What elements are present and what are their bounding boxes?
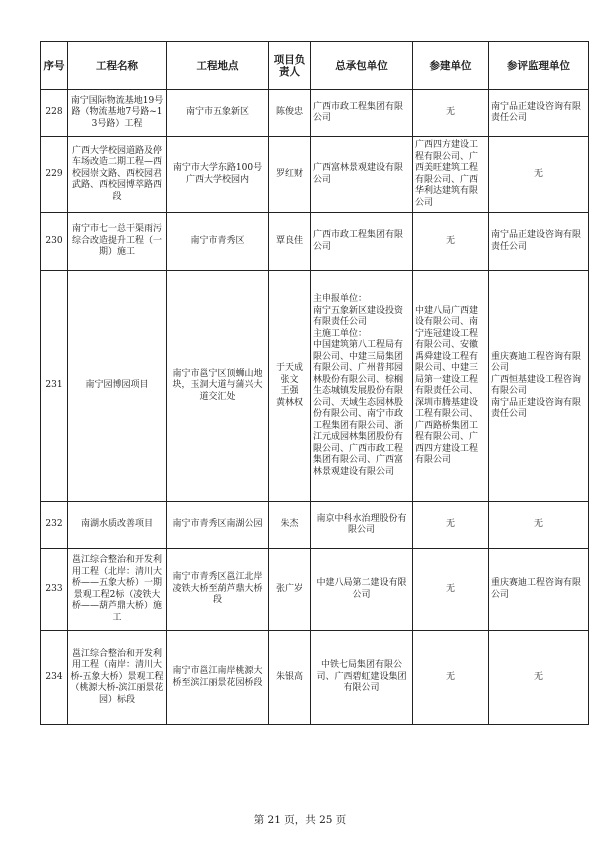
cell-participants: 无 xyxy=(413,549,489,631)
cell-location: 南宁市邕江南岸桃源大桥至滨江丽景花园桥段 xyxy=(167,631,269,725)
cell-contractor: 中建八局第二建设有限公司 xyxy=(311,549,413,631)
cell-no: 232 xyxy=(41,502,68,549)
cell-supervisor: 重庆赛迪工程咨询有限公司 广西恒基建设工程咨询有限公司 南宁品正建设咨询有限责任公司 xyxy=(489,271,589,502)
header-location: 工程地点 xyxy=(167,42,269,90)
cell-supervisor: 南宁品正建设咨询有限责任公司 xyxy=(489,213,589,271)
cell-manager: 罗红财 xyxy=(269,137,311,213)
cell-manager: 张广岁 xyxy=(269,549,311,631)
header-no: 序号 xyxy=(41,42,68,90)
cell-contractor: 广西富林景观建设有限公司 xyxy=(311,137,413,213)
table-row xyxy=(41,90,589,137)
cell-contractor: 南京中科水治理股份有限公司 xyxy=(311,502,413,549)
cell-supervisor: 南宁品正建设咨询有限责任公司 xyxy=(489,90,589,137)
cell-contractor: 中铁七局集团有限公司、广西碧虹建设集团有限公司 xyxy=(311,631,413,725)
table-row xyxy=(41,271,589,502)
cell-manager: 覃良佳 xyxy=(269,213,311,271)
cell-supervisor: 无 xyxy=(489,502,589,549)
cell-name: 南湖水质改善项目 xyxy=(68,502,167,549)
cell-name: 广西大学校园道路及停车场改造二期工程—西校园崇文路、西校园君武路、西校园博萃路西段 xyxy=(68,137,167,213)
cell-location: 南宁市青秀区 xyxy=(167,213,269,271)
cell-participants: 广西四方建设工程有限公司、广西美旺建筑工程有限公司、广西华利达建筑有限公司 xyxy=(413,137,489,213)
cell-name: 邕江综合整治和开发利用工程（南岸：清川大桥-五象大桥）景观工程（桃源大桥-滨江丽景花园）标段 xyxy=(68,631,167,725)
cell-no: 230 xyxy=(41,213,68,271)
cell-participants: 无 xyxy=(413,631,489,725)
table-row xyxy=(41,631,589,725)
cell-name: 南宁市七一总干渠雨污综合改造提升工程（一期）施工 xyxy=(68,213,167,271)
cell-location: 南宁市五象新区 xyxy=(167,90,269,137)
cell-manager: 朱杰 xyxy=(269,502,311,549)
header-name: 工程名称 xyxy=(68,42,167,90)
cell-no: 228 xyxy=(41,90,68,137)
header-contractor: 总承包单位 xyxy=(311,42,413,90)
cell-supervisor: 无 xyxy=(489,631,589,725)
project-table xyxy=(40,41,589,725)
cell-supervisor: 重庆赛迪工程咨询有限公司 xyxy=(489,549,589,631)
cell-contractor: 广西市政工程集团有限公司 xyxy=(311,90,413,137)
cell-participants: 无 xyxy=(413,502,489,549)
cell-name: 邕江综合整治和开发利用工程（北岸：清川大桥——五象大桥）一期景观工程2标（凌铁大桥——葫芦鼎大桥）施工 xyxy=(68,549,167,631)
cell-location: 南宁市青秀区南湖公园 xyxy=(167,502,269,549)
cell-no: 234 xyxy=(41,631,68,725)
cell-manager: 陈俊忠 xyxy=(269,90,311,137)
cell-manager: 于天成 张文 王强 黄林权 xyxy=(269,271,311,502)
table-header-row xyxy=(41,42,589,90)
table-row xyxy=(41,213,589,271)
cell-contractor: 主申报单位： 南宁五象新区建设投资有限责任公司 主施工单位： 中国建筑第八工程局有限公司、中建三局集团有限公司、广州普邦园林股份有限公司、棕榈生态城镇发展股份有限公司、天域生态园林股份有限公司、南宁市政工程集团有限公司、浙江元成园林集团股份有限公司、广西市政工程集团有限公司、广西富林景观建设有限公司 xyxy=(311,271,413,502)
page-footer: 第 21 页，共 25 页 xyxy=(253,814,347,826)
header-participants: 参建单位 xyxy=(413,42,489,90)
cell-location: 南宁市邕宁区顶蛳山地块，玉洞大道与蒲兴大道交汇处 xyxy=(167,271,269,502)
cell-name: 南宁国际物流基地19号路（物流基地7号路~13号路）工程 xyxy=(68,90,167,137)
table-row xyxy=(41,549,589,631)
cell-participants: 中建八局广西建设有限公司、南宁连冠建设工程有限公司、安徽禹舜建设工程有限公司、中建三局第一建设工程有限责任公司、深圳市腾基建设工程有限公司、广西路桥集团工程有限公司、广西四方建设工程有限公司 xyxy=(413,271,489,502)
cell-manager: 朱银高 xyxy=(269,631,311,725)
cell-participants: 无 xyxy=(413,213,489,271)
header-supervisor: 参评监理单位 xyxy=(489,42,589,90)
cell-location: 南宁市大学东路100号广西大学校园内 xyxy=(167,137,269,213)
cell-no: 229 xyxy=(41,137,68,213)
cell-location: 南宁市青秀区邕江北岸凌铁大桥至葫芦鼎大桥段 xyxy=(167,549,269,631)
cell-participants: 无 xyxy=(413,90,489,137)
cell-name: 南宁园博园项目 xyxy=(68,271,167,502)
cell-contractor: 广西市政工程集团有限公司 xyxy=(311,213,413,271)
table-row xyxy=(41,502,589,549)
cell-supervisor: 无 xyxy=(489,137,589,213)
table-row xyxy=(41,137,589,213)
cell-no: 233 xyxy=(41,549,68,631)
header-manager: 项目负责人 xyxy=(269,42,311,90)
cell-no: 231 xyxy=(41,271,68,502)
